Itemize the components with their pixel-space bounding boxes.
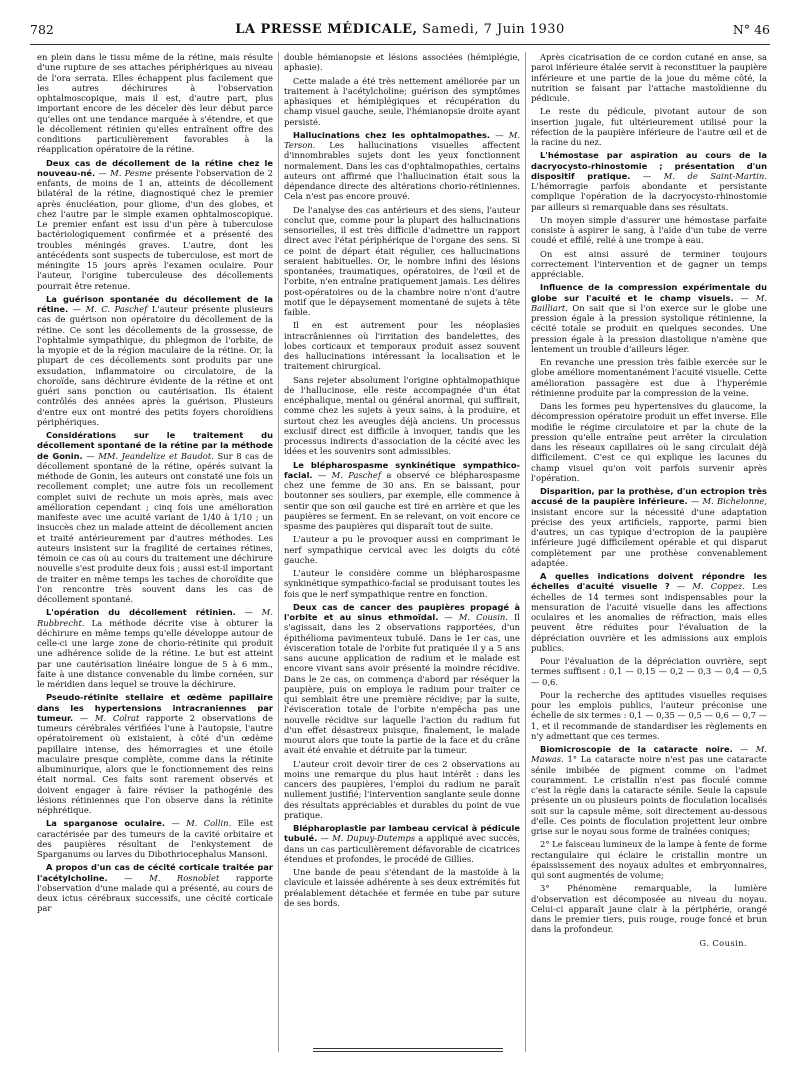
paragraph: Blépharoplastie par lambeau cervical à pédicule tubulé. — M. Dupuy-Dutemps a appliqué avec succès, dans un cas particulièrement défavorable de cicatrices étendues et profondes, le procédé de Gillies. — [284, 823, 520, 864]
author-name: M. Collin. — [186, 818, 232, 829]
paragraph-text: Il en est autrement pour les néoplasies intracrâniennes où l'irritation des bandelettes, des lobes corticaux et temporaux produit assez souvent des hallucinations intéressant la localisation et le traitement chirurgical. — [284, 320, 520, 372]
paragraph-text: L'auteur le considère comme un blépharospasme synkinétique sympathico-facial se produisant toutes les fois que le nerf sympathique rentre en fonction. — [284, 568, 520, 599]
article-block — [531, 656, 767, 687]
paragraph-text: rapporte 2 observations de tumeurs cérébrales vérifiées l'une à l'autopsie, l'autre opératoirement où existaient, à côté d'un œdème papillaire intense, des hémorragies et une étoile maculaire presque complète, comme dans la rétinite albuminurique, alors que le fonctionnement des reins était normal. Ces faits sont rarement observés et doivent engager à faire réviser la pathogénie des lésions rétiniennes que l'on observe dans la rétinite néphrétique. — [37, 712, 273, 815]
author-name: M. Terson. — [284, 129, 520, 150]
section-title: A propos d'un cas de cécité corticale traitée par l'acétylcholine. — [37, 862, 273, 883]
paragraph — [284, 568, 520, 599]
article-block — [284, 602, 520, 756]
paragraph-text: L'auteur croit devoir tirer de ces 2 observations au moins une remarque du plus haut intérêt : dans les cancers des paupières, l'emploi du radium ne paraît nullement justifié; l'intervention sanglante seule donne des résultats appréciables et durables du point de vue pratique. — [284, 758, 520, 820]
signature: G. Cousin. — [699, 937, 747, 948]
end-rule — [313, 1048, 503, 1049]
paragraph — [531, 215, 767, 246]
article-block — [37, 294, 273, 427]
paragraph: L'hémostase par aspiration au cours de la dacryocysto-rhinostomie ; présentation d'un dispositif pratique. — M. de Saint-Martin. L'hémorragie parfois abondante et persistante complique l'opération de la dacryocysto-rhinostomie par ailleurs si remarquable dans ses résultats. — [531, 150, 767, 212]
author-name: MM. Jeandelize et Baudot. — [98, 450, 214, 461]
article-block — [531, 883, 767, 934]
paragraph — [531, 656, 767, 687]
paragraph-text: Sur 8 cas de décollement spontané de la rétine, opérés suivant la méthode de Gonin, les auteurs ont constaté une fois un recollement complet; une autre fois un recollement complet suivi de rechute un mois après, mais avec amélioration cependant ; cinq fois une amélioration manifeste avec une acuité variant de 1/40 à 1/10 ; un insuccès chez un malade atteint de décollement ancien et traité antérieurement par d'autres méthodes. Les auteurs insistent sur la fragilité de certaines rétines, témoin ce cas où au cours du traitement une déchirure nouvelle s'est produite deux fois ; aussi est-il important de traiter en même temps les taches de choroïdite que l'on rencontre très souvent dans les cas de décollement spontané. — [37, 450, 273, 604]
text-column-3 — [531, 52, 767, 1052]
article-block — [284, 460, 520, 532]
paragraph — [284, 759, 520, 821]
article-block — [284, 568, 520, 599]
paragraph-text: On sait que si l'on exerce sur le globe une pression égale à la pression systolique rétinienne, la cécité totale se produit en quelques secondes. Une pression égale à la pression diastolique n'amène que lentement un trouble d'ailleurs léger. — [531, 302, 767, 354]
paragraph-text: La méthode décrite vise à obturer la déchirure en même temps qu'elle développe autour de celle-ci une large zone de chorio-rétinite qui produit une adhérence solide de la rétine. Le but est atteint par une cautérisation linéaire longue de 5 à 6 mm., faite à une distance convenable du limbe cornéen, sur le méridien dans lequel se trouve la déchirure. — [37, 617, 273, 689]
paragraph: Influence de la compression expérimentale du globe sur l'acuité et le champ visuels. — M. Bailliart. On sait que si l'on exerce sur le globe une pression égale à la pression systolique rétinienne, la cécité totale se produit en quelques secondes. Une pression égale à la pression diastolique n'amène que lentement un trouble d'ailleurs léger. — [531, 282, 767, 354]
paragraph-text: Le reste du pédicule, pivotant autour de son insertion jugale, fut ultérieurement utilisé pour la réfection de la paupière inférieure de l'autre œil et de la racine du nez. — [531, 106, 767, 147]
paragraph-text: On est ainsi assuré de terminer toujours correctement l'intervention et de gagner un temps appréciable. — [531, 248, 767, 279]
author-name: M. Bichelonne, — [702, 496, 767, 507]
article-block — [531, 150, 767, 212]
paragraph — [531, 52, 767, 103]
paragraph — [284, 76, 520, 127]
paragraph-text: L'hémorragie parfois abondante et persistante complique l'opération de la dacryocysto-rhinostomie par ailleurs si remarquable dans ses résultats. — [531, 181, 767, 212]
paragraph — [284, 375, 520, 457]
article-block — [284, 375, 520, 457]
issue-date: Samedi, 7 Juin 1930 — [422, 22, 565, 37]
section-title: L'hémostase par aspiration au cours de la dacryocysto-rhinostomie ; présentation d'un dispositif pratique. — [531, 150, 767, 181]
paragraph: Le blépharospasme synkinétique sympathico-facial. — M. Paschef a observé ce blépharospasme chez une femme de 30 ans. En se baissant, pour boutonner ses souliers, par exemple, elle commence à sentir que son œil gauche est tiré en arrière et que les paupières se ferment. En se relevant, on voit encore ce spasme des paupières qui disparaît tout de suite. — [284, 459, 520, 531]
author-name: M. Colrat — [94, 712, 140, 723]
paragraph-text: 1° La cataracte noire n'est pas une cataracte sénile imbibée de pigment comme on l'admet couramment. Le cristallin n'est pas floculé comme c'est la règle dans la cataracte sénile. Seule la capsule présente un ou plusieurs points de floculation localisés soit sur la capsule même, soit directement au-dessous d'elle. Ces points de floculation projettent leur ombre grise sur le noyau sous forme de traînées coniques; — [531, 754, 767, 836]
article-block — [531, 744, 767, 836]
section-title: Considérations sur le traitement du décollement spontané de la rétine par la méthode de Gonin. — [37, 430, 273, 461]
paragraph — [531, 249, 767, 280]
journal-line — [30, 22, 770, 37]
section-title: Influence de la compression expérimentale du globe sur l'acuité et le champ visuels. — [531, 282, 767, 303]
paragraph-text: Sans rejeter absolument l'origine ophtalmopathique de l'hallucinose, elle reste accompagnée d'un état encéphalique, mental ou général anormal, qui suffirait, comme chez les sujets à yeux sains, à la produire, et surtout chez les aveugles déjà anciens. Un processus exclusif direct est difficile à invoquer, tandis que les processus indirects d'association de la cécité avec les idées et les souvenirs sont admissibles. — [284, 374, 520, 457]
paragraph: La sparganose oculaire. — M. Collin. Elle est caractérisée par des tumeurs de la cavité orbitaire et des paupières résultant de l'enkystement de Sparganums ou larves du Dibothriocephalus Mansoni. — [37, 818, 273, 859]
paragraph: Deux cas de décollement de la rétine chez le nouveau-né. — M. Pesme présente l'observation de 2 enfants, de moins de 1 an, atteints de décollement bilatéral de la rétine, diagnostiqué chez le premier après énucléation, pour gliome, d'un des globes, et chez l'autre par le simple examen ophtalmoscopique. Le premier enfant est issu d'un père à tuberculose bactériologiquement confirmée et a présenté des troubles méningés graves. L'autre, dont les antécédents sont suspects de tuberculose, est mort de méningite 15 jours après l'examen oculaire. Pour l'auteur, l'origine tuberculeuse des décollements pourrait être retenue. — [37, 157, 273, 291]
paragraph-text: insistant encore sur la nécessité d'une adaptation précise des yeux artificiels, rapporte, parmi bien d'autres, un cas typique d'ectropion de la paupière inférieure jugé difficilement opérable et qui disparut complètement par une prothèse convenablement adaptée. — [531, 506, 767, 568]
paragraph-text: 2° Le faisceau lumineux de la lampe à fente de forme rectangulaire qui éclaire le cristallin montre un épaississement des noyaux adultes et embryonnaires, qui sont augmentés de volume; — [531, 839, 767, 880]
paragraph: A propos d'un cas de cécité corticale traitée par l'acétylcholine. — M. Rosnoblet rapporte l'observation d'une malade qui a présenté, au cours de deux ictus cérébraux successifs, une cécité corticale par — [37, 862, 273, 914]
paragraph: La guérison spontanée du décollement de la rétine. — M. C. Paschef L'auteur présente plusieurs cas de guérison non opératoire du décollement de la rétine. Ce sont les décollements de la grossesse, de l'ophtalmie sympathique, du phlegmon de l'orbite, de la myopie et de la région maculaire de la rétine. Or, la plupart de ces décollements sont produits par une exsudation, inflammatoire ou circulatoire, de la choroïde, sans déchirure évidente de la rétine et ont guéri sans ponction ou cautérisation. Ils étaient contrôlés des années après la guérison. Plusieurs d'entre eux ont montré des petits foyers choroïdiens périphériques. — [37, 293, 273, 427]
paragraph-text: Pour la recherche des aptitudes visuelles requises pour les emplois publics, l'auteur préconise une échelle de six termes : 0,1 — 0,35 — 0,5 — 0,6 — 0,7 — 1, et il recommande de standardiser les règlements en n'y admettant que ces termes. — [531, 689, 767, 741]
paragraph: Hallucinations chez les ophtalmopathes. — M. Terson. Les hallucinations visuelles affectent d'innombrables sujets dont les yeux fonctionnent normalement. Dans les cas d'ophtalmopathies, certains auteurs ont affirmé que l'hallucination était sous la dépendance directe des altérations chorio-rétiniennes. Cela n'est pas encore prouvé. — [284, 129, 520, 202]
paragraph-text: Après cicatrisation de ce cordon cutané en anse, sa paroi inférieure étalée servit à reconstituer la paupière inférieure et une partie de la joue du même côté, la nutrition se faisant par l'attache mastoïdienne du pédicule. — [531, 52, 767, 103]
paragraph: Biomicroscopie de la cataracte noire. — M. Mawas. 1° La cataracte noire n'est pas une cataracte sénile imbibée de pigment comme on l'admet couramment. Le cristallin n'est pas floculé comme c'est la règle dans la cataracte sénile. Seule la capsule présente un ou plusieurs points de floculation localisés soit sur la capsule même, soit directement au-dessous d'elle. Ces points de floculation projettent leur ombre grise sur le noyau sous forme de traînées coniques; — [531, 744, 767, 836]
article-block — [531, 249, 767, 280]
author-name: M. Dupuy-Dutemps — [332, 833, 416, 844]
article-block — [531, 215, 767, 246]
issue-number: N° 46 — [732, 22, 770, 37]
header-rule — [30, 44, 770, 45]
paragraph — [284, 320, 520, 371]
paragraph — [531, 690, 767, 741]
paragraph — [531, 401, 767, 483]
paragraph: Deux cas de cancer des paupières propagé à l'orbite et au sinus ethmoïdal. — M. Cousin. Il s'agissait, dans les 2 observations rapportées, d'un épithélioma pavimenteux tubulé. Dans le 1er cas, une évisceration totale de l'orbite fut pratiquée il y a 5 ans sans aucune application de radium et le malade est encore vivant sans avoir présenté la moindre récidive. Dans le 2e cas, on commença d'abord par réséquer la paupière, puis on employa le radium pour traiter ce qui semblait être une première récidive; par la suite, l'évisceration totale de l'orbite n'empêcha pas une nouvelle récidive sur laquelle l'action du radium fut d'un effet désastreux puisque, finalement, le malade mourut alors que toute la partie de la face et du crâne avait été envahie et détruite par la tumeur. — [284, 601, 520, 756]
section-title: L'opération du décollement rétinien. — [46, 607, 236, 618]
journal-title: LA PRESSE MÉDICALE, — [235, 22, 418, 37]
article-block — [37, 692, 273, 815]
paragraph-text: Dans les formes peu hypertensives du glaucome, la décompression opératoire produit un effet inverse. Elle modifie le régime circulatoire et par la chute de la pression qu'elle entraîne peut arrêter la circulation dans les réseaux capillaires où le sang circulait déjà difficilement. C'est ce qui explique les lacunes du champ visuel qu'on voit parfois survenir après l'opération. — [531, 401, 767, 483]
paragraph — [284, 867, 520, 908]
section-title: La guérison spontanée du décollement de la rétine. — [37, 293, 273, 314]
article-block — [37, 862, 273, 913]
article-block — [284, 76, 520, 127]
paragraph: Considérations sur le traitement du décollement spontané de la rétine par la méthode de Gonin. — MM. Jeandelize et Baudot. Sur 8 cas de décollement spontané de la rétine, opérés suivant la méthode de Gonin, les auteurs ont constaté une fois un recollement complet; une autre fois un recollement complet suivi de rechute un mois après, mais avec amélioration cependant ; cinq fois une amélioration manifeste avec une acuité variant de 1/40 à 1/10 ; un insuccès chez un malade atteint de décollement ancien et traité antérieurement par d'autres méthodes. Les auteurs insistent sur la fragilité de certaines rétines, témoin ce cas où au cours du traitement une déchirure nouvelle s'est produite deux fois ; aussi est-il important de traiter en même temps les taches de choroïdite que l'on rencontre très souvent dans les cas de décollement spontané. — [37, 430, 273, 604]
paragraph — [531, 357, 767, 398]
author-name: M. Mawas. — [531, 744, 767, 765]
article-block — [531, 282, 767, 354]
text-column-1 — [37, 52, 273, 1052]
author-name: M. Pesme — [110, 167, 153, 178]
article-block — [531, 52, 767, 103]
section-title: Le blépharospasme synkinétique sympathico-facial. — [284, 459, 520, 480]
article-block — [531, 106, 767, 147]
page-number: 782 — [30, 22, 54, 37]
article-block — [37, 818, 273, 859]
section-title: Biomicroscopie de la cataracte noire. — [540, 744, 733, 754]
section-title: Hallucinations chez les ophtalmopathes. — [293, 129, 491, 140]
article-block — [531, 486, 767, 568]
section-title: A quelles indications doivent répondre les échelles d'acuité visuelle ? — [531, 571, 767, 592]
article-block — [284, 534, 520, 565]
author-name: M. C. Paschef — [85, 304, 148, 314]
paragraph: L'opération du décollement rétinien. — M. Rubbrecht. La méthode décrite vise à obturer la déchirure en même temps qu'elle développe autour de celle-ci une large zone de chorio-rétinite qui produit une adhérence solide de la rétine. Le but est atteint par une cautérisation linéaire longue de 5 à 6 mm., faite à une distance convenable du limbe cornéen, sur le méridien dans lequel se trouve la déchirure. — [37, 607, 273, 689]
article-block — [284, 130, 520, 202]
paragraph-text: En revanche une pression très faible exercée sur le globe améliore momentanément l'acuité visuelle. Cette amélioration passagère est due à l'hyperémie rétinienne produite par la compression de la veine. — [531, 357, 767, 398]
article-block — [531, 690, 767, 741]
section-title: La sparganose oculaire. — [46, 818, 166, 829]
article-block — [531, 401, 767, 483]
paragraph: Disparition, par la prothèse, d'un ectropion très accusé de la paupière inférieure. — M. Bichelonne, insistant encore sur la nécessité d'une adaptation précise des yeux artificiels, rapporte, parmi bien d'autres, un cas typique d'ectropion de la paupière inférieure jugé difficilement opérable et qui disparut complètement par une prothèse convenablement adaptée. — [531, 486, 767, 568]
paragraph-text: L'auteur présente plusieurs cas de guérison non opératoire du décollement de la rétine. Ce sont les décollements de la grossesse, de l'ophtalmie sympathique, du phlegmon de l'orbite, de la myopie et de la région maculaire de la rétine. Or, la plupart de ces décollements sont produits par une exsudation, inflammatoire ou circulatoire, de la choroïde, sans déchirure évidente de la rétine et ont guéri sans ponction ou cautérisation. Ils étaient contrôlés des années après la guérison. Plusieurs d'entre eux ont montré des petits foyers choroïdiens périphériques. — [37, 304, 273, 427]
paragraph-text: en plein dans le tissu même de la rétine, mais résulte d'une rupture de ses attaches périphériques au niveau de l'ora serrata. Elles échappent plus facilement que les autres déchirures à l'observation ophtalmoscopique, mais il est, d'autre part, plus important encore de les déceler dès leur début parce qu'elles ont une tendance marquée à s'étendre, et que le décollement rétinien qu'elles entraînent offre des conditions particulièrement favorables à la réapplication opératoire de la rétine. — [37, 52, 273, 155]
author-name: M. Rosnoblet — [149, 872, 220, 883]
article-block — [531, 571, 767, 653]
paragraph — [284, 52, 520, 73]
paragraph — [531, 883, 767, 934]
author-name: M. Bailliart. — [531, 292, 767, 313]
article-block — [284, 320, 520, 371]
paragraph: Pseudo-rétinite stellaire et œdème papillaire dans les hypertensions intracraniennes par tumeur. — M. Colrat rapporte 2 observations de tumeurs cérébrales vérifiées l'une à l'autopsie, l'autre opératoirement où existaient, à côté d'un œdème papillaire intense, des hémorragies et une étoile maculaire presque complète, comme dans la rétinite albuminurique, alors que le fonctionnement des reins était normal. Ces faits sont rarement observés et doivent engager à faire réviser la pathogénie des lésions rétiniennes que l'on observe dans la rétinite néphrétique. — [37, 692, 273, 815]
paragraph-text: Pour l'évaluation de la dépréciation ouvrière, sept termes suffisent : 0,1 — 0,15 — 0,2 — 0,3 — 0,4 — 0,5 — 0,6. — [531, 656, 767, 687]
paragraph-text: a appliqué avec succès, dans un cas particulièrement défavorable de cicatrices étendues et profondes, le procédé de Gillies. — [284, 833, 520, 864]
article-block — [284, 52, 520, 73]
paragraph-text: De l'analyse des cas antérieurs et des siens, l'auteur conclut que, comme pour la plupart des hallucinations sensorielles, il est très difficile d'admettre un rapport direct avec l'état périphérique de l'organe des sens. Si ce point de départ était régulier, ces hallucinations seraient habituelles. Or, le nombre infini des lésions spontanées, traumatiques, opératoires, de l'œil et de l'orbite, n'en entraîne pratiquement jamais. Les délires post-opératoires ou de la chambre noire n'ont d'autre motif que le dépaysement momentané de sujets à tête faible. — [284, 204, 520, 317]
section-title: Disparition, par la prothèse, d'un ectropion très accusé de la paupière inférieure. — [531, 486, 767, 507]
section-title: Deux cas de décollement de la rétine chez le nouveau-né. — [37, 157, 273, 178]
article-block — [284, 205, 520, 318]
paragraph-text: Un moyen simple d'assurer une hémostase parfaite consiste à aspirer le sang, à l'aide d'un tube de verre coudé et effilé, relié à une trompe à eau. — [531, 214, 767, 246]
paragraph — [284, 205, 520, 318]
author-name: M. Coppez. — [692, 581, 745, 592]
page-header — [30, 22, 770, 44]
article-block — [284, 759, 520, 821]
paragraph-text: Il s'agissait, dans les 2 observations rapportées, d'un épithélioma pavimenteux tubulé. Dans le 1er cas, une évisceration totale de l'orbite fut pratiquée il y a 5 ans sans aucune application de radium et le malade est encore vivant sans avoir présenté la moindre récidive. Dans le 2e cas, on commença d'abord par réséquer la paupière, puis on employa le radium pour traiter ce qui semblait être une première récidive; par la suite, l'évisceration totale de l'orbite n'empêcha pas une nouvelle récidive sur laquelle l'action du radium fut d'un effet désastreux puisque, finalement, le malade mourut alors que toute la partie de la face et du crâne avait été envahie et détruite par la tumeur. — [284, 612, 520, 756]
article-block — [37, 158, 273, 291]
article-block — [531, 357, 767, 398]
column-divider — [278, 52, 279, 1052]
section-title: Pseudo-rétinite stellaire et œdème papillaire dans les hypertensions intracraniennes par tumeur. — [37, 692, 273, 723]
paragraph — [531, 106, 767, 147]
paragraph-text: Elle est caractérisée par des tumeurs de la cavité orbitaire et des paupières résultant de l'enkystement de Sparganums ou larves du Dibothriocephalus Mansoni. — [37, 818, 273, 859]
article-block — [284, 823, 520, 864]
paragraph — [37, 52, 273, 155]
paragraph-text: présente l'observation de 2 enfants, de moins de 1 an, atteints de décollement bilatéral de la rétine, diagnostiqué chez le premier après énucléation, pour gliome, d'un des globes, et chez l'autre par le simple examen ophtalmoscopique. Le premier enfant est issu d'un père à tuberculose bactériologiquement confirmée et a présenté des troubles méningés graves. L'autre, dont les antécédents sont suspects de tuberculose, est mort de méningite 15 jours après l'examen oculaire. Pour l'auteur, l'origine tuberculeuse des décollements pourrait être retenue. — [37, 167, 273, 291]
article-block — [37, 430, 273, 604]
article-block — [37, 607, 273, 689]
author-name: M. Cousin. — [458, 612, 508, 622]
article-block — [37, 52, 273, 155]
section-title: Blépharoplastie par lambeau cervical à pédicule tubulé. — [284, 823, 520, 844]
paragraph — [284, 534, 520, 565]
paragraph: A quelles indications doivent répondre les échelles d'acuité visuelle ? — M. Coppez. Les échelles de 14 termes sont indispensables pour la mensuration de l'acuité visuelle dans les affections oculaires et les anomalies de réfraction, mais elles peuvent être réduites pour l'évaluation de la dépréciation ouvrière et les admissions aux emplois publics. — [531, 571, 767, 653]
paragraph-text: double hémianopsie et lésions associées (hémiplégie, aphasie). — [284, 52, 520, 73]
text-column-2 — [284, 52, 520, 1052]
article-block — [284, 867, 520, 908]
paragraph-text: Les hallucinations visuelles affectent d'innombrables sujets dont les yeux fonctionnent normalement. Dans les cas d'ophtalmopathies, certains auteurs ont affirmé que l'hallucination était sous la dépendance directe des altérations chorio-rétiniennes. Cela n'est pas encore prouvé. — [284, 140, 520, 202]
author-name: M. Rubbrecht. — [37, 607, 273, 628]
column-divider — [525, 52, 526, 1052]
author-name: M. Paschef — [331, 469, 381, 480]
section-title: Deux cas de cancer des paupières propagé à l'orbite et au sinus ethmoïdal. — [284, 601, 520, 622]
paragraph-text: Une bande de peau s'étendant de la mastoïde à la clavicule et laissée adhérente à ses deux extrémités fut préalablement détachée et fermée en tube par suture de ses bords. — [284, 867, 520, 908]
paragraph-text: L'auteur a pu le provoquer aussi en comprimant le nerf sympathique cervical avec les doigts du côté gauche. — [284, 534, 520, 565]
paragraph-text: a observé ce blépharospasme chez une femme de 30 ans. En se baissant, pour boutonner ses souliers, par exemple, elle commence à sentir que son œil gauche est tiré en arrière et que les paupières se ferment. En se relevant, on voit encore ce spasme des paupières qui disparaît tout de suite. — [284, 469, 520, 531]
article-block — [531, 839, 767, 880]
paragraph-text: rapporte l'observation d'une malade qui a présenté, au cours de deux ictus cérébraux successifs, une cécité corticale par — [37, 872, 273, 914]
paragraph-text: Les échelles de 14 termes sont indispensables pour la mensuration de l'acuité visuelle dans les affections oculaires et les anomalies de réfraction, mais elles peuvent être réduites pour l'évaluation de la dépréciation ouvrière et les admissions aux emplois publics. — [531, 581, 767, 653]
author-name: M. de Saint-Martin. — [663, 170, 767, 181]
paragraph — [531, 839, 767, 880]
paragraph-text: Cette malade a été très nettement améliorée par un traitement à l'acétylcholine; guérison des symptômes aphasiques et hémiplégiques et récupération du champ visuel gauche, seule, l'hémianopsie droite ayant persisté. — [284, 75, 520, 127]
end-rule — [313, 1051, 503, 1052]
paragraph-text: 3° Phénomène remarquable, la lumière d'observation est décomposée au niveau du noyau. Celui-ci apparaît jaune clair à la périphérie, orangé dans le premier tiers, puis rouge, rouge foncé et brun dans la profondeur. — [531, 883, 767, 935]
